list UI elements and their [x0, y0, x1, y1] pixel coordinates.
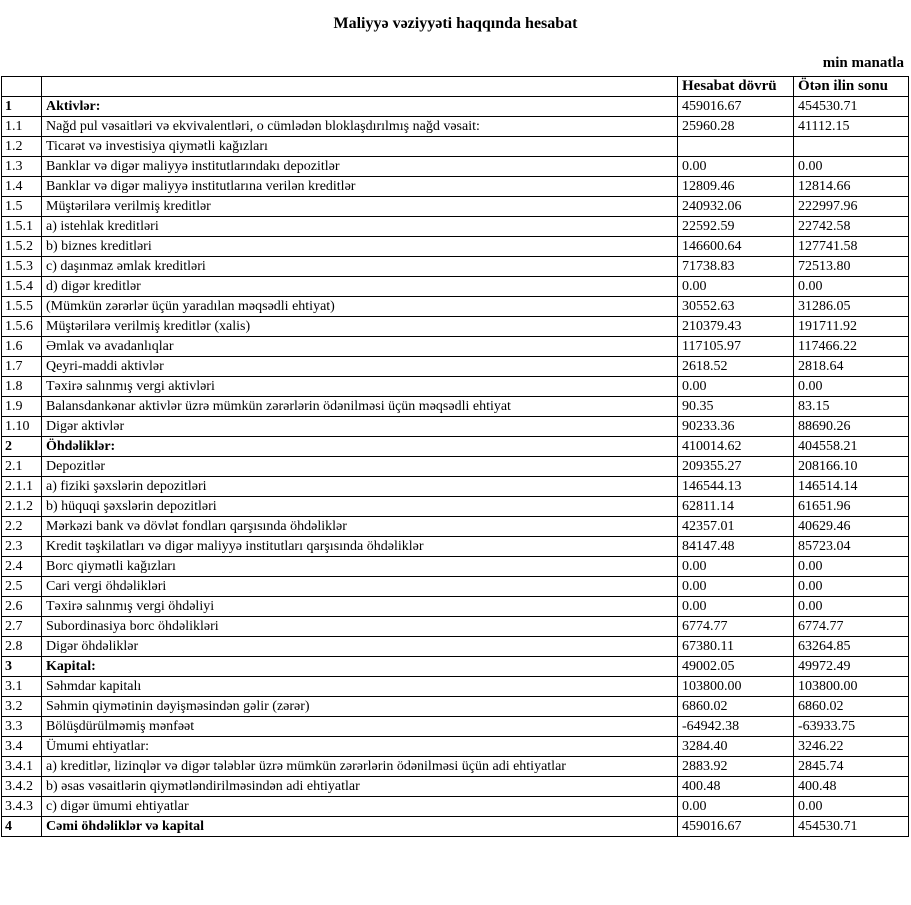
table-row	[2, 357, 909, 377]
row-label-cell: Kredit təşkilatları və digər maliyyə institutları qarşısında öhdəliklər	[42, 537, 678, 557]
previous-year-value-cell: 146514.14	[794, 477, 909, 497]
row-number-cell: 1.5	[2, 197, 42, 217]
row-label-cell: Digər öhdəliklər	[42, 637, 678, 657]
row-number-cell: 2.5	[2, 577, 42, 597]
row-label-cell: b) hüquqi şəxslərin depozitləri	[42, 497, 678, 517]
table-row	[2, 417, 909, 437]
header-number-cell	[2, 77, 42, 97]
table-row	[2, 477, 909, 497]
current-period-value-cell: 117105.97	[678, 337, 794, 357]
row-label-cell: c) digər ümumi ehtiyatlar	[42, 797, 678, 817]
row-label-cell: Təxirə salınmış vergi öhdəliyi	[42, 597, 678, 617]
previous-year-value-cell: 0.00	[794, 597, 909, 617]
header-current-period-cell: Hesabat dövrü	[678, 77, 794, 97]
current-period-value-cell: 62811.14	[678, 497, 794, 517]
table-row	[2, 197, 909, 217]
row-label-cell: Mərkəzi bank və dövlət fondları qarşısında öhdəliklər	[42, 517, 678, 537]
row-number-cell: 2.8	[2, 637, 42, 657]
current-period-value-cell: 90233.36	[678, 417, 794, 437]
previous-year-value-cell: 222997.96	[794, 197, 909, 217]
row-label-cell: a) kreditlər, lizinqlər və digər tələblər üzrə mümkün zərərlərin ödənilməsi üçün adi ehtiyatlar	[42, 757, 678, 777]
row-label-cell: Banklar və digər maliyyə institutlarındakı depozitlər	[42, 157, 678, 177]
row-label-cell: Ticarət və investisiya qiymətli kağızları	[42, 137, 678, 157]
row-number-cell: 1.5.4	[2, 277, 42, 297]
row-label-cell: d) digər kreditlər	[42, 277, 678, 297]
row-label-cell: Nağd pul vəsaitləri və ekvivalentləri, o cümlədən bloklaşdırılmış nağd vəsait:	[42, 117, 678, 137]
previous-year-value-cell: 127741.58	[794, 237, 909, 257]
row-number-cell: 3.4.3	[2, 797, 42, 817]
row-label-cell: Müştərilərə verilmiş kreditlər	[42, 197, 678, 217]
table-row	[2, 457, 909, 477]
current-period-value-cell: 459016.67	[678, 97, 794, 117]
row-label-cell: Əmlak və avadanlıqlar	[42, 337, 678, 357]
current-period-value-cell: 400.48	[678, 777, 794, 797]
row-number-cell: 3.3	[2, 717, 42, 737]
row-number-cell: 1.7	[2, 357, 42, 377]
current-period-value-cell: 0.00	[678, 577, 794, 597]
row-label-cell: a) fiziki şəxslərin depozitləri	[42, 477, 678, 497]
row-number-cell: 2	[2, 437, 42, 457]
current-period-value-cell: -64942.38	[678, 717, 794, 737]
table-row	[2, 817, 909, 837]
current-period-value-cell: 209355.27	[678, 457, 794, 477]
page-title: Maliyyə vəziyyəti haqqında hesabat	[333, 15, 578, 32]
row-label-cell: Müştərilərə verilmiş kreditlər (xalis)	[42, 317, 678, 337]
table-header-row	[2, 77, 909, 97]
table-row	[2, 617, 909, 637]
current-period-value-cell: 459016.67	[678, 817, 794, 837]
previous-year-value-cell: 404558.21	[794, 437, 909, 457]
table-row	[2, 777, 909, 797]
current-period-value-cell: 0.00	[678, 557, 794, 577]
current-period-value-cell: 12809.46	[678, 177, 794, 197]
financial-position-table	[1, 76, 909, 837]
row-label-cell: Təxirə salınmış vergi aktivləri	[42, 377, 678, 397]
row-number-cell: 2.1	[2, 457, 42, 477]
current-period-value-cell: 0.00	[678, 157, 794, 177]
table-row	[2, 577, 909, 597]
row-label-cell: (Mümkün zərərlər üçün yaradılan məqsədli ehtiyat)	[42, 297, 678, 317]
previous-year-value-cell: 85723.04	[794, 537, 909, 557]
row-number-cell: 2.2	[2, 517, 42, 537]
previous-year-value-cell: 12814.66	[794, 177, 909, 197]
current-period-value-cell: 22592.59	[678, 217, 794, 237]
table-row	[2, 557, 909, 577]
current-period-value-cell: 240932.06	[678, 197, 794, 217]
previous-year-value-cell: 0.00	[794, 277, 909, 297]
previous-year-value-cell: 22742.58	[794, 217, 909, 237]
row-number-cell: 3.1	[2, 677, 42, 697]
row-label-cell: Ümumi ehtiyatlar:	[42, 737, 678, 757]
row-label-cell: Borc qiymətli kağızları	[42, 557, 678, 577]
unit-label: min manatla	[822, 55, 904, 71]
table-row	[2, 737, 909, 757]
row-label-cell: Balansdankənar aktivlər üzrə mümkün zərərlərin ödənilməsi üçün məqsədli ehtiyat	[42, 397, 678, 417]
row-label-cell: Bölüşdürülməmiş mənfəət	[42, 717, 678, 737]
previous-year-value-cell: 103800.00	[794, 677, 909, 697]
row-number-cell: 1.4	[2, 177, 42, 197]
current-period-value-cell: 3284.40	[678, 737, 794, 757]
header-label-cell	[42, 77, 678, 97]
current-period-value-cell: 25960.28	[678, 117, 794, 137]
table-row	[2, 157, 909, 177]
row-label-cell: a) istehlak kreditləri	[42, 217, 678, 237]
row-label-cell: Kapital:	[42, 657, 678, 677]
row-number-cell: 2.1.2	[2, 497, 42, 517]
table-row	[2, 297, 909, 317]
current-period-value-cell: 90.35	[678, 397, 794, 417]
row-label-cell: Cari vergi öhdəlikləri	[42, 577, 678, 597]
row-label-cell: b) əsas vəsaitlərin qiymətləndirilməsindən adi ehtiyatlar	[42, 777, 678, 797]
row-number-cell: 1.10	[2, 417, 42, 437]
header-previous-year-cell: Ötən ilin sonu	[794, 77, 909, 97]
row-number-cell: 3	[2, 657, 42, 677]
previous-year-value-cell: 0.00	[794, 377, 909, 397]
row-number-cell: 2.1.1	[2, 477, 42, 497]
previous-year-value-cell: 454530.71	[794, 817, 909, 837]
current-period-value-cell: 49002.05	[678, 657, 794, 677]
previous-year-value-cell: 61651.96	[794, 497, 909, 517]
row-label-cell: Səhmdar kapitalı	[42, 677, 678, 697]
row-number-cell: 1.5.1	[2, 217, 42, 237]
previous-year-value-cell: -63933.75	[794, 717, 909, 737]
table-row	[2, 137, 909, 157]
table-row	[2, 537, 909, 557]
previous-year-value-cell: 72513.80	[794, 257, 909, 277]
row-label-cell: Banklar və digər maliyyə institutlarına verilən kreditlər	[42, 177, 678, 197]
table-row	[2, 117, 909, 137]
current-period-value-cell: 6860.02	[678, 697, 794, 717]
current-period-value-cell: 103800.00	[678, 677, 794, 697]
table-row	[2, 497, 909, 517]
previous-year-value-cell: 0.00	[794, 557, 909, 577]
current-period-value-cell: 410014.62	[678, 437, 794, 457]
table-row	[2, 597, 909, 617]
table-row	[2, 317, 909, 337]
current-period-value-cell: 0.00	[678, 797, 794, 817]
current-period-value-cell: 2618.52	[678, 357, 794, 377]
row-number-cell: 2.3	[2, 537, 42, 557]
row-number-cell: 3.4	[2, 737, 42, 757]
row-number-cell: 1.1	[2, 117, 42, 137]
previous-year-value-cell: 63264.85	[794, 637, 909, 657]
table-row	[2, 517, 909, 537]
current-period-value-cell: 71738.83	[678, 257, 794, 277]
table-row	[2, 257, 909, 277]
row-number-cell: 3.4.1	[2, 757, 42, 777]
row-number-cell: 1.5.5	[2, 297, 42, 317]
row-label-cell: Öhdəliklər:	[42, 437, 678, 457]
table-row	[2, 797, 909, 817]
table-row	[2, 657, 909, 677]
row-number-cell: 1.5.6	[2, 317, 42, 337]
row-label-cell: Cəmi öhdəliklər və kapital	[42, 817, 678, 837]
previous-year-value-cell: 454530.71	[794, 97, 909, 117]
previous-year-value-cell: 0.00	[794, 157, 909, 177]
previous-year-value-cell: 88690.26	[794, 417, 909, 437]
table-row	[2, 97, 909, 117]
current-period-value-cell: 84147.48	[678, 537, 794, 557]
table-row	[2, 637, 909, 657]
previous-year-value-cell: 0.00	[794, 577, 909, 597]
table-row	[2, 277, 909, 297]
previous-year-value-cell: 31286.05	[794, 297, 909, 317]
previous-year-value-cell: 117466.22	[794, 337, 909, 357]
previous-year-value-cell: 41112.15	[794, 117, 909, 137]
current-period-value-cell: 0.00	[678, 277, 794, 297]
table-row	[2, 437, 909, 457]
row-label-cell: Subordinasiya borc öhdəlikləri	[42, 617, 678, 637]
row-number-cell: 2.6	[2, 597, 42, 617]
row-number-cell: 1.9	[2, 397, 42, 417]
current-period-value-cell: 2883.92	[678, 757, 794, 777]
previous-year-value-cell: 191711.92	[794, 317, 909, 337]
previous-year-value-cell: 6774.77	[794, 617, 909, 637]
row-number-cell: 1.8	[2, 377, 42, 397]
current-period-value-cell: 146600.64	[678, 237, 794, 257]
previous-year-value-cell: 0.00	[794, 797, 909, 817]
row-label-cell: Qeyri-maddi aktivlər	[42, 357, 678, 377]
table-row	[2, 677, 909, 697]
table-row	[2, 217, 909, 237]
table-row	[2, 697, 909, 717]
row-number-cell: 2.4	[2, 557, 42, 577]
current-period-value-cell: 6774.77	[678, 617, 794, 637]
row-number-cell: 1.3	[2, 157, 42, 177]
row-label-cell: Depozitlər	[42, 457, 678, 477]
previous-year-value-cell: 208166.10	[794, 457, 909, 477]
current-period-value-cell: 146544.13	[678, 477, 794, 497]
previous-year-value-cell: 2845.74	[794, 757, 909, 777]
table-row	[2, 377, 909, 397]
previous-year-value-cell: 400.48	[794, 777, 909, 797]
row-number-cell: 1	[2, 97, 42, 117]
row-label-cell: b) biznes kreditləri	[42, 237, 678, 257]
current-period-value-cell: 210379.43	[678, 317, 794, 337]
current-period-value-cell: 67380.11	[678, 637, 794, 657]
row-number-cell: 1.5.3	[2, 257, 42, 277]
row-label-cell: Səhmin qiymətinin dəyişməsindən gəlir (zərər)	[42, 697, 678, 717]
previous-year-value-cell: 49972.49	[794, 657, 909, 677]
row-number-cell: 1.5.2	[2, 237, 42, 257]
row-number-cell: 4	[2, 817, 42, 837]
table-row	[2, 237, 909, 257]
current-period-value-cell: 42357.01	[678, 517, 794, 537]
previous-year-value-cell: 2818.64	[794, 357, 909, 377]
report-table-body	[2, 97, 909, 837]
current-period-value-cell	[678, 137, 794, 157]
row-label-cell: Digər aktivlər	[42, 417, 678, 437]
row-number-cell: 1.2	[2, 137, 42, 157]
row-label-cell: c) daşınmaz əmlak kreditləri	[42, 257, 678, 277]
previous-year-value-cell	[794, 137, 909, 157]
previous-year-value-cell: 83.15	[794, 397, 909, 417]
table-row	[2, 717, 909, 737]
table-row	[2, 397, 909, 417]
table-row	[2, 177, 909, 197]
current-period-value-cell: 0.00	[678, 597, 794, 617]
table-row	[2, 757, 909, 777]
row-number-cell: 3.2	[2, 697, 42, 717]
row-label-cell: Aktivlər:	[42, 97, 678, 117]
current-period-value-cell: 30552.63	[678, 297, 794, 317]
row-number-cell: 2.7	[2, 617, 42, 637]
current-period-value-cell: 0.00	[678, 377, 794, 397]
table-row	[2, 337, 909, 357]
previous-year-value-cell: 3246.22	[794, 737, 909, 757]
row-number-cell: 3.4.2	[2, 777, 42, 797]
row-number-cell: 1.6	[2, 337, 42, 357]
previous-year-value-cell: 40629.46	[794, 517, 909, 537]
previous-year-value-cell: 6860.02	[794, 697, 909, 717]
